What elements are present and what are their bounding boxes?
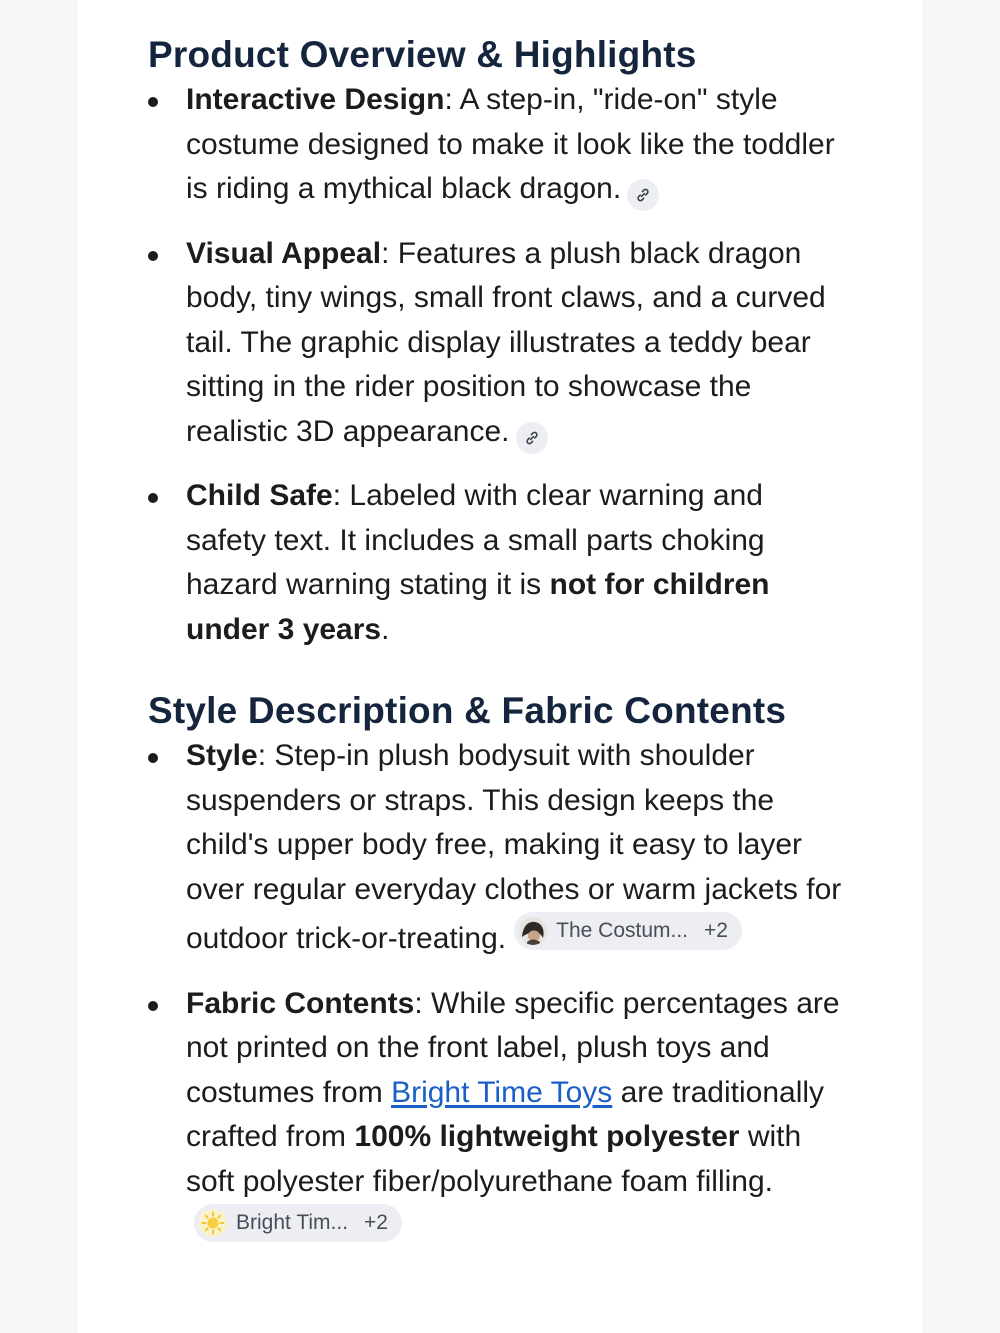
style-fabric-list [148,734,848,1254]
list-item [148,474,848,652]
item-text: A step-in, "ride-on" style costume designed to make it look like the toddler is riding a mythical black dragon. [186,83,835,205]
item-label: Fabric Contents [186,986,415,1020]
link-icon [524,430,540,446]
item-bold-text: 100% lightweight polyester [354,1120,740,1153]
section-heading-overview: Product Overview & Highlights [148,34,697,75]
source-chip[interactable] [194,1204,402,1242]
source-chip-count: +2 [704,919,728,942]
response-panel [78,0,922,1333]
costume-avatar-icon [519,917,547,945]
bright-time-toys-link[interactable]: Bright Time Toys [391,1075,613,1109]
item-separator: : [332,479,342,512]
source-chip-count: +2 [364,1211,388,1234]
item-label: Interactive Design [186,83,445,116]
item-label: Child Safe [186,479,333,512]
item-separator: : [414,986,423,1020]
item-text: While specific percentages are not printed on the front label, plush toys and costumes from [186,986,840,1109]
response-content [148,0,848,1254]
item-text: Features a plush black dragon body, tiny wings, small front claws, and a curved tail. The graphic display illustrates a teddy bear sitting in the rider position to showcase the realistic 3D appearance. [186,236,826,448]
list-item [148,232,848,455]
sun-avatar-icon [199,1209,227,1237]
source-link-button[interactable] [516,422,548,454]
source-chip-label: Bright Tim... [236,1211,349,1234]
item-separator: : [257,739,267,772]
section-heading-style-fabric: Style Description & Fabric Contents [148,690,787,731]
overview-list [148,78,848,652]
item-text: Step-in plush bodysuit with shoulder suspenders or straps. This design keeps the child's upper body free, making it easy to layer over regular everyday clothes or warm jackets for outdoor trick-or-treating. [186,739,842,955]
item-separator: : [381,236,390,270]
item-label: Style [186,739,258,772]
item-separator: : [444,83,453,116]
item-label: Visual Appeal [186,236,382,270]
source-chip[interactable] [514,912,742,950]
item-text: are traditionally crafted from [186,1075,825,1153]
source-chip-label: The Costum... [556,919,689,942]
link-icon [635,187,651,203]
source-link-button[interactable] [627,179,659,211]
list-item [148,78,848,212]
item-text: . [381,612,390,646]
item-bold-text: not for children under 3 years [186,568,770,646]
item-text: Labeled with clear warning and safety text. It includes a small parts choking hazard warning stating it is [186,479,765,601]
list-item [148,734,848,962]
list-item [148,982,848,1254]
item-text: with soft polyester fiber/polyurethane foam filling. [186,1120,802,1198]
